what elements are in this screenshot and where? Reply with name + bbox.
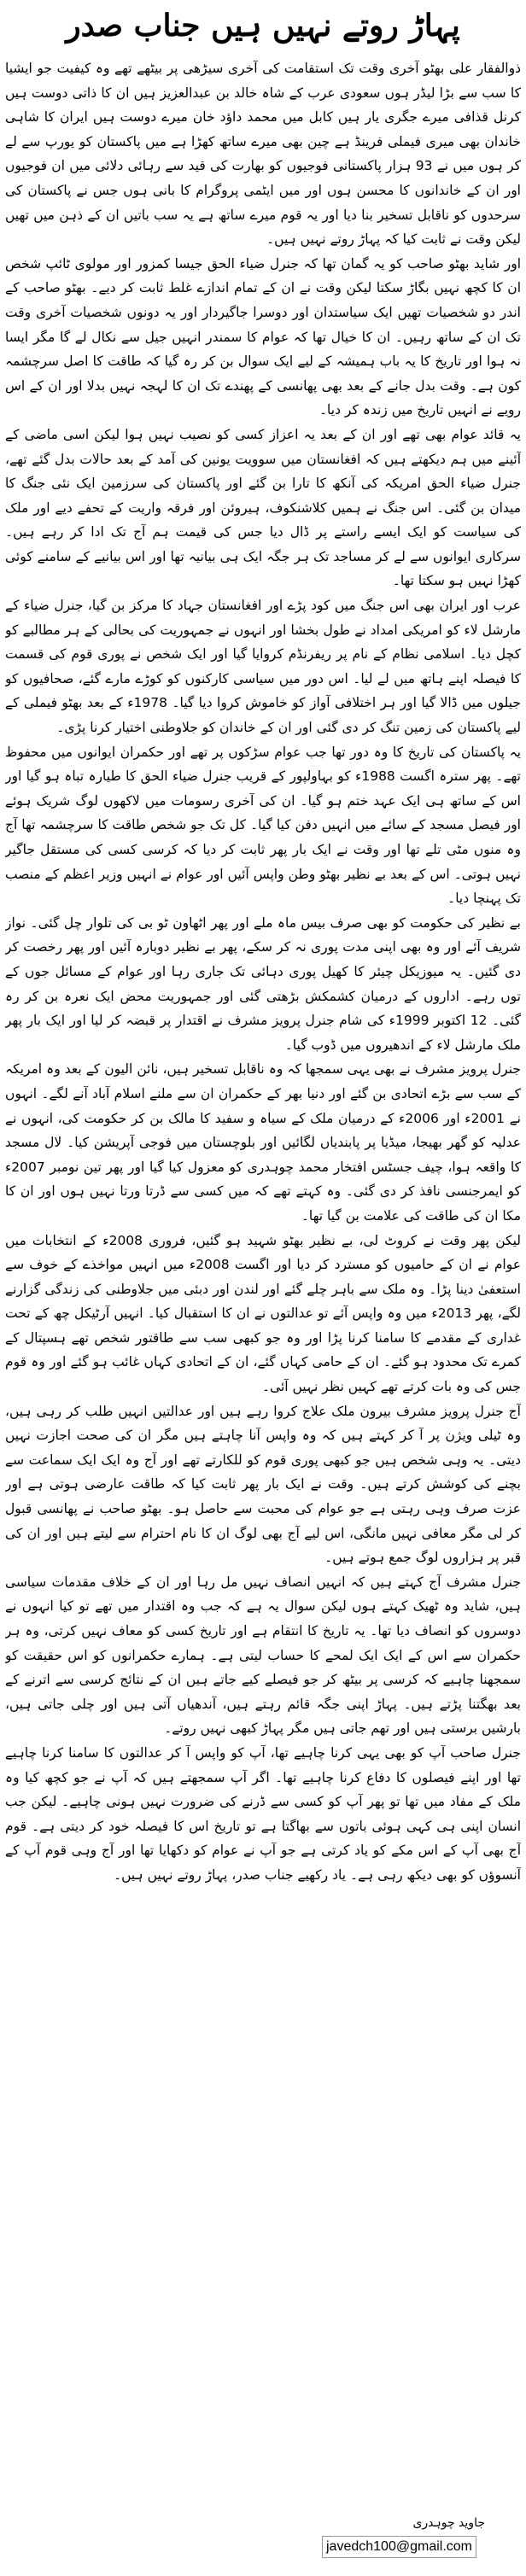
paragraph: اور شاید بھٹو صاحب کو یہ گمان تھا کہ جنرل ضیاء الحق جیسا کمزور اور مولوی ٹائپ شخص ان کا کچھ نہیں بگاڑ سکتا لیکن وقت نے ان کے تمام اندازے غلط ثابت کر دیے۔ بھٹو صاحب کے اندر دو شخصیات تھیں ایک سیاستدان اور دوسرا جاگیردار اور یہ دونوں شخصیات آخری وقت تک ان کے ساتھ رہیں۔ ان کا خیال تھا کہ عوام کا سمندر انہیں جیل سے نکال لے گا مگر ایسا نہ ہوا اور تاریخ کا یہ باب ہمیشہ کے لیے ایک سوال بن کر رہ گیا کہ طاقت کا اصل سرچشمہ کون ہے۔ وقت بدل جانے کے بعد بھی پھانسی کے پھندے تک ان کا لہجہ نہیں بدلا اور ان کے اس رویے نے انہیں تاریخ میں زندہ کر دیا۔ <box>5 255 521 418</box>
headline: پہاڑ روتے نہیں ہیں جناب صدر <box>66 8 460 44</box>
paragraph: جنرل مشرف آج کہتے ہیں کہ انہیں انصاف نہیں مل رہا اور ان کے خلاف مقدمات سیاسی ہیں، شاید وہ ٹھیک کہتے ہوں لیکن سوال یہ ہے کہ جب وہ اقتدار میں تھے تو کیا انہوں نے دوسروں کو انصاف دیا تھا۔ یہ تاریخ کا انتقام ہے اور تاریخ کسی کو معاف نہیں کرتی، وہ ہر حکمران سے اس کے ایک ایک لمحے کا حساب لیتی ہے۔ ہمارے حکمرانوں کو اس حقیقت کو سمجھنا چاہیے کہ کرسی پر بیٹھ کر جو فیصلے کیے جاتے ہیں ان کے نتائج کرسی سے اترنے کے بعد بھگتنا پڑتے ہیں۔ پہاڑ اپنی جگہ قائم رہتے ہیں، آندھیاں آتی ہیں اور چلی جاتی ہیں، بارشیں برستی ہیں اور تھم جاتی ہیں مگر پہاڑ کبھی نہیں روتے۔ <box>5 1574 521 1737</box>
paragraph: عرب اور ایران بھی اس جنگ میں کود پڑے اور افغانستان جہاد کا مرکز بن گیا، جنرل ضیاء کے مارشل لاء کو امریکی امداد نے طول بخشا اور انہوں نے جمہوریت کی بحالی کے ہر مطالبے کو کچل دیا۔ اسلامی نظام کے نام پر ریفرنڈم کروایا گیا اور ایک شخص نے پوری قوم کی قسمت کا فیصلہ اپنے ہاتھ میں لے لیا۔ اس دور میں سیاسی کارکنوں کو کوڑے مارے گئے، صحافیوں کو جیلوں میں ڈالا گیا اور ہر اختلافی آواز کو خاموش کروا دیا گیا۔ 1978ء کے بعد بھٹو فیملی کے لیے پاکستان کی زمین تنگ کر دی گئی اور ان کے خاندان کو جلاوطنی اختیار کرنا پڑی۔ <box>5 598 521 736</box>
paragraph: لیکن پھر وقت نے کروٹ لی، بے نظیر بھٹو شہید ہو گئیں، فروری 2008ء کے انتخابات میں عوام نے ان کے حامیوں کو مسترد کر دیا اور اگست 2008ء میں انہیں مواخذے کے خوف سے استعفیٰ دینا پڑا۔ وہ ملک سے باہر چلے گئے اور لندن اور دبئی میں جلاوطنی کی زندگی گزارنے لگے، پھر 2013ء میں وہ واپس آئے تو عدالتوں نے ان کا استقبال کیا۔ انہیں آرٹیکل چھ کے تحت غداری کے مقدمے کا سامنا کرنا پڑا اور وہ جو کبھی سب سے طاقتور شخص تھے ہسپتال کے کمرے تک محدود ہو گئے۔ ان کے حامی کہاں گئے، ان کے اتحادی کہاں غائب ہو گئے اور وہ قوم جس کی وہ بات کرتے تھے کہیں نظر نہیں آئی۔ <box>5 1232 521 1395</box>
paragraph: ذوالفقار علی بھٹو آخری وقت تک استقامت کی آخری سیڑھی پر بیٹھے تھے وہ کیفیت جو ایشیا کا سب سے بڑا لیڈر ہوں سعودی عرب کے شاہ خالد بن عبدالعزیز ہیں ان کا ذاتی دوست ہیں کرنل قذافی میرے جگری یار ہیں کابل میں محمد داؤد خان میرے دوست ہیں ایران کا شاہی خاندان بھی میری فیملی فرینڈ ہے چین بھی میرے ساتھ کھڑا ہے میں پاکستان کو یورپ سے لے کر ہوں میں نے 93 ہزار پاکستانی فوجیوں کو بھارت کی قید سے رہائی دلائی میں ان فوجیوں اور ان کے خاندانوں کا محسن ہوں اور میں ایٹمی پروگرام کا بانی ہوں جس نے پاکستان کی سرحدوں کو ناقابل تسخیر بنا دیا اور یہ قوم میرے ساتھ ہے یہ سب باتیں ان کے ذہن میں تھیں لیکن وقت نے ثابت کیا کہ پہاڑ روتے نہیں ہیں۔ <box>5 61 521 248</box>
paragraph: جنرل پرویز مشرف نے بھی یہی سمجھا کہ وہ ناقابل تسخیر ہیں، نائن الیون کے بعد وہ امریکہ کے سب سے بڑے اتحادی بن گئے اور دنیا بھر کے حکمران ان سے ملنے اسلام آباد آنے لگے۔ انہوں نے 2001ء اور 2006ء کے درمیان ملک کے سیاہ و سفید کا مالک بن کر حکومت کی، انہوں نے عدلیہ کو گھر بھیجا، میڈیا پر پابندیاں لگائیں اور بلوچستان میں فوجی آپریشن کیا۔ لال مسجد کا واقعہ ہوا، چیف جسٹس افتخار محمد چوہدری کو معزول کیا گیا اور پھر تین نومبر 2007ء کو ایمرجنسی نافذ کر دی گئی۔ وہ کہتے تھے کہ میں کسی سے ڈرتا ورتا نہیں ہوں اور ان کا مکا ان کی طاقت کی علامت بن گیا تھا۔ <box>5 1061 521 1224</box>
paragraph: آج جنرل پرویز مشرف بیرون ملک علاج کروا رہے ہیں اور عدالتیں انہیں طلب کر رہی ہیں، وہ ٹیلی ویژن پر آ کر کہتے ہیں کہ وہ واپس آنا چاہتے ہیں مگر ان کی صحت اجازت نہیں دیتی۔ یہ وہی شخص ہیں جو کبھی پوری قوم کو للکارتے تھے اور آج وہ ایک ایک سماعت سے بچنے کی کوشش کرتے ہیں۔ وقت نے ایک بار پھر ثابت کیا کہ طاقت عارضی ہوتی ہے اور عزت صرف وہی رہتی ہے جو عوام کی محبت سے حاصل ہو۔ بھٹو صاحب نے پھانسی قبول کر لی مگر معافی نہیں مانگی، اس لیے آج بھی لوگ ان کا نام احترام سے لیتے ہیں اور ان کی قبر پر ہزاروں لوگ جمع ہوتے ہیں۔ <box>5 1403 521 1566</box>
author-name: جاوید چوہدری <box>412 2516 485 2530</box>
paragraph: یہ پاکستان کی تاریخ کا وہ دور تھا جب عوام سڑکوں پر تھے اور حکمران ایوانوں میں محفوظ تھے۔ پھر سترہ اگست 1988ء کو بہاولپور کے قریب جنرل ضیاء الحق کا طیارہ تباہ ہو گیا اور اس کے ساتھ ہی ایک عہد ختم ہو گیا۔ ان کی آخری رسومات میں لاکھوں لوگ شریک ہوئے اور فیصل مسجد کے سائے میں انہیں دفن کیا گیا۔ کل تک جو شخص طاقت کا سرچشمہ تھا آج وہ منوں مٹی تلے تھا اور وقت نے ایک بار پھر ثابت کر دیا کہ کرسی کسی کی مستقل جاگیر نہیں ہوتی۔ اس کے بعد بے نظیر بھٹو وطن واپس آئیں اور عوام نے انہیں وزیر اعظم کے منصب تک پہنچا دیا۔ <box>5 744 521 907</box>
paragraph: جنرل صاحب آپ کو بھی یہی کرنا چاہیے تھا، آپ کو واپس آ کر عدالتوں کا سامنا کرنا چاہیے تھا اور اپنے فیصلوں کا دفاع کرنا چاہیے تھا۔ اگر آپ سمجھتے ہیں کہ آپ نے جو کچھ کیا وہ ملک کے مفاد میں تھا تو پھر آپ کو کسی سے ڈرنے کی ضرورت نہیں ہونی چاہیے۔ لیکن جب انسان اپنی ہی کہی ہوئی باتوں سے بھاگتا ہے تو تاریخ اس کا فیصلہ خود کر دیتی ہے۔ قوم آج بھی آپ کے اس مکے کو یاد کرتی ہے جو آپ نے عوام کو دکھایا تھا اور آج وہی قوم آپ کے آنسوؤں کو بھی دیکھ رہی ہے۔ یاد رکھیے جناب صدر، پہاڑ روتے نہیں ہیں۔ <box>5 1744 521 1883</box>
author-email[interactable]: javedch100@gmail.com <box>322 2536 476 2558</box>
article-body <box>5 56 521 2498</box>
paragraph: یہ قائد عوام بھی تھے اور ان کے بعد یہ اعزاز کسی کو نصیب نہیں ہوا لیکن اسی ماضی کے آئینے میں ہم دیکھتے ہیں کہ افغانستان میں سوویت یونین کی آمد کے بعد حالات بدل گئے تھے، جنرل ضیاء الحق امریکہ کی آنکھ کا تارا بن گئے اور پاکستان کی سرزمین ایک نئی جنگ کا میدان بن گئی۔ اس جنگ نے ہمیں کلاشنکوف، ہیروئن اور فرقہ واریت کے تحفے دیے اور ملک کی سیاست کو ایک ایسے راستے پر ڈال دیا جس کی قیمت ہم آج تک ادا کر رہے ہیں۔ سرکاری ایوانوں سے لے کر مساجد تک ہر جگہ ایک ہی بیانیہ تھا اور اس بیانیے کے سامنے کوئی کھڑا نہیں ہو سکتا تھا۔ <box>5 426 521 589</box>
paragraph: بے نظیر کی حکومت کو بھی صرف بیس ماہ ملے اور پھر اٹھاون ٹو بی کی تلوار چل گئی۔ نواز شریف آئے اور وہ بھی اپنی مدت پوری نہ کر سکے، پھر بے نظیر دوبارہ آئیں اور پھر رخصت کر دی گئیں۔ یہ میوزیکل چیئر کا کھیل پوری دہائی تک جاری رہا اور عوام کے مسائل جوں کے توں رہے۔ اداروں کے درمیان کشمکش بڑھتی گئی اور جمہوریت محض ایک نعرہ بن کر رہ گئی۔ 12 اکتوبر 1999ء کی شام جنرل پرویز مشرف نے اقتدار پر قبضہ کر لیا اور ایک بار پھر ملک مارشل لاء کے اندھیروں میں ڈوب گیا۔ <box>5 914 521 1053</box>
